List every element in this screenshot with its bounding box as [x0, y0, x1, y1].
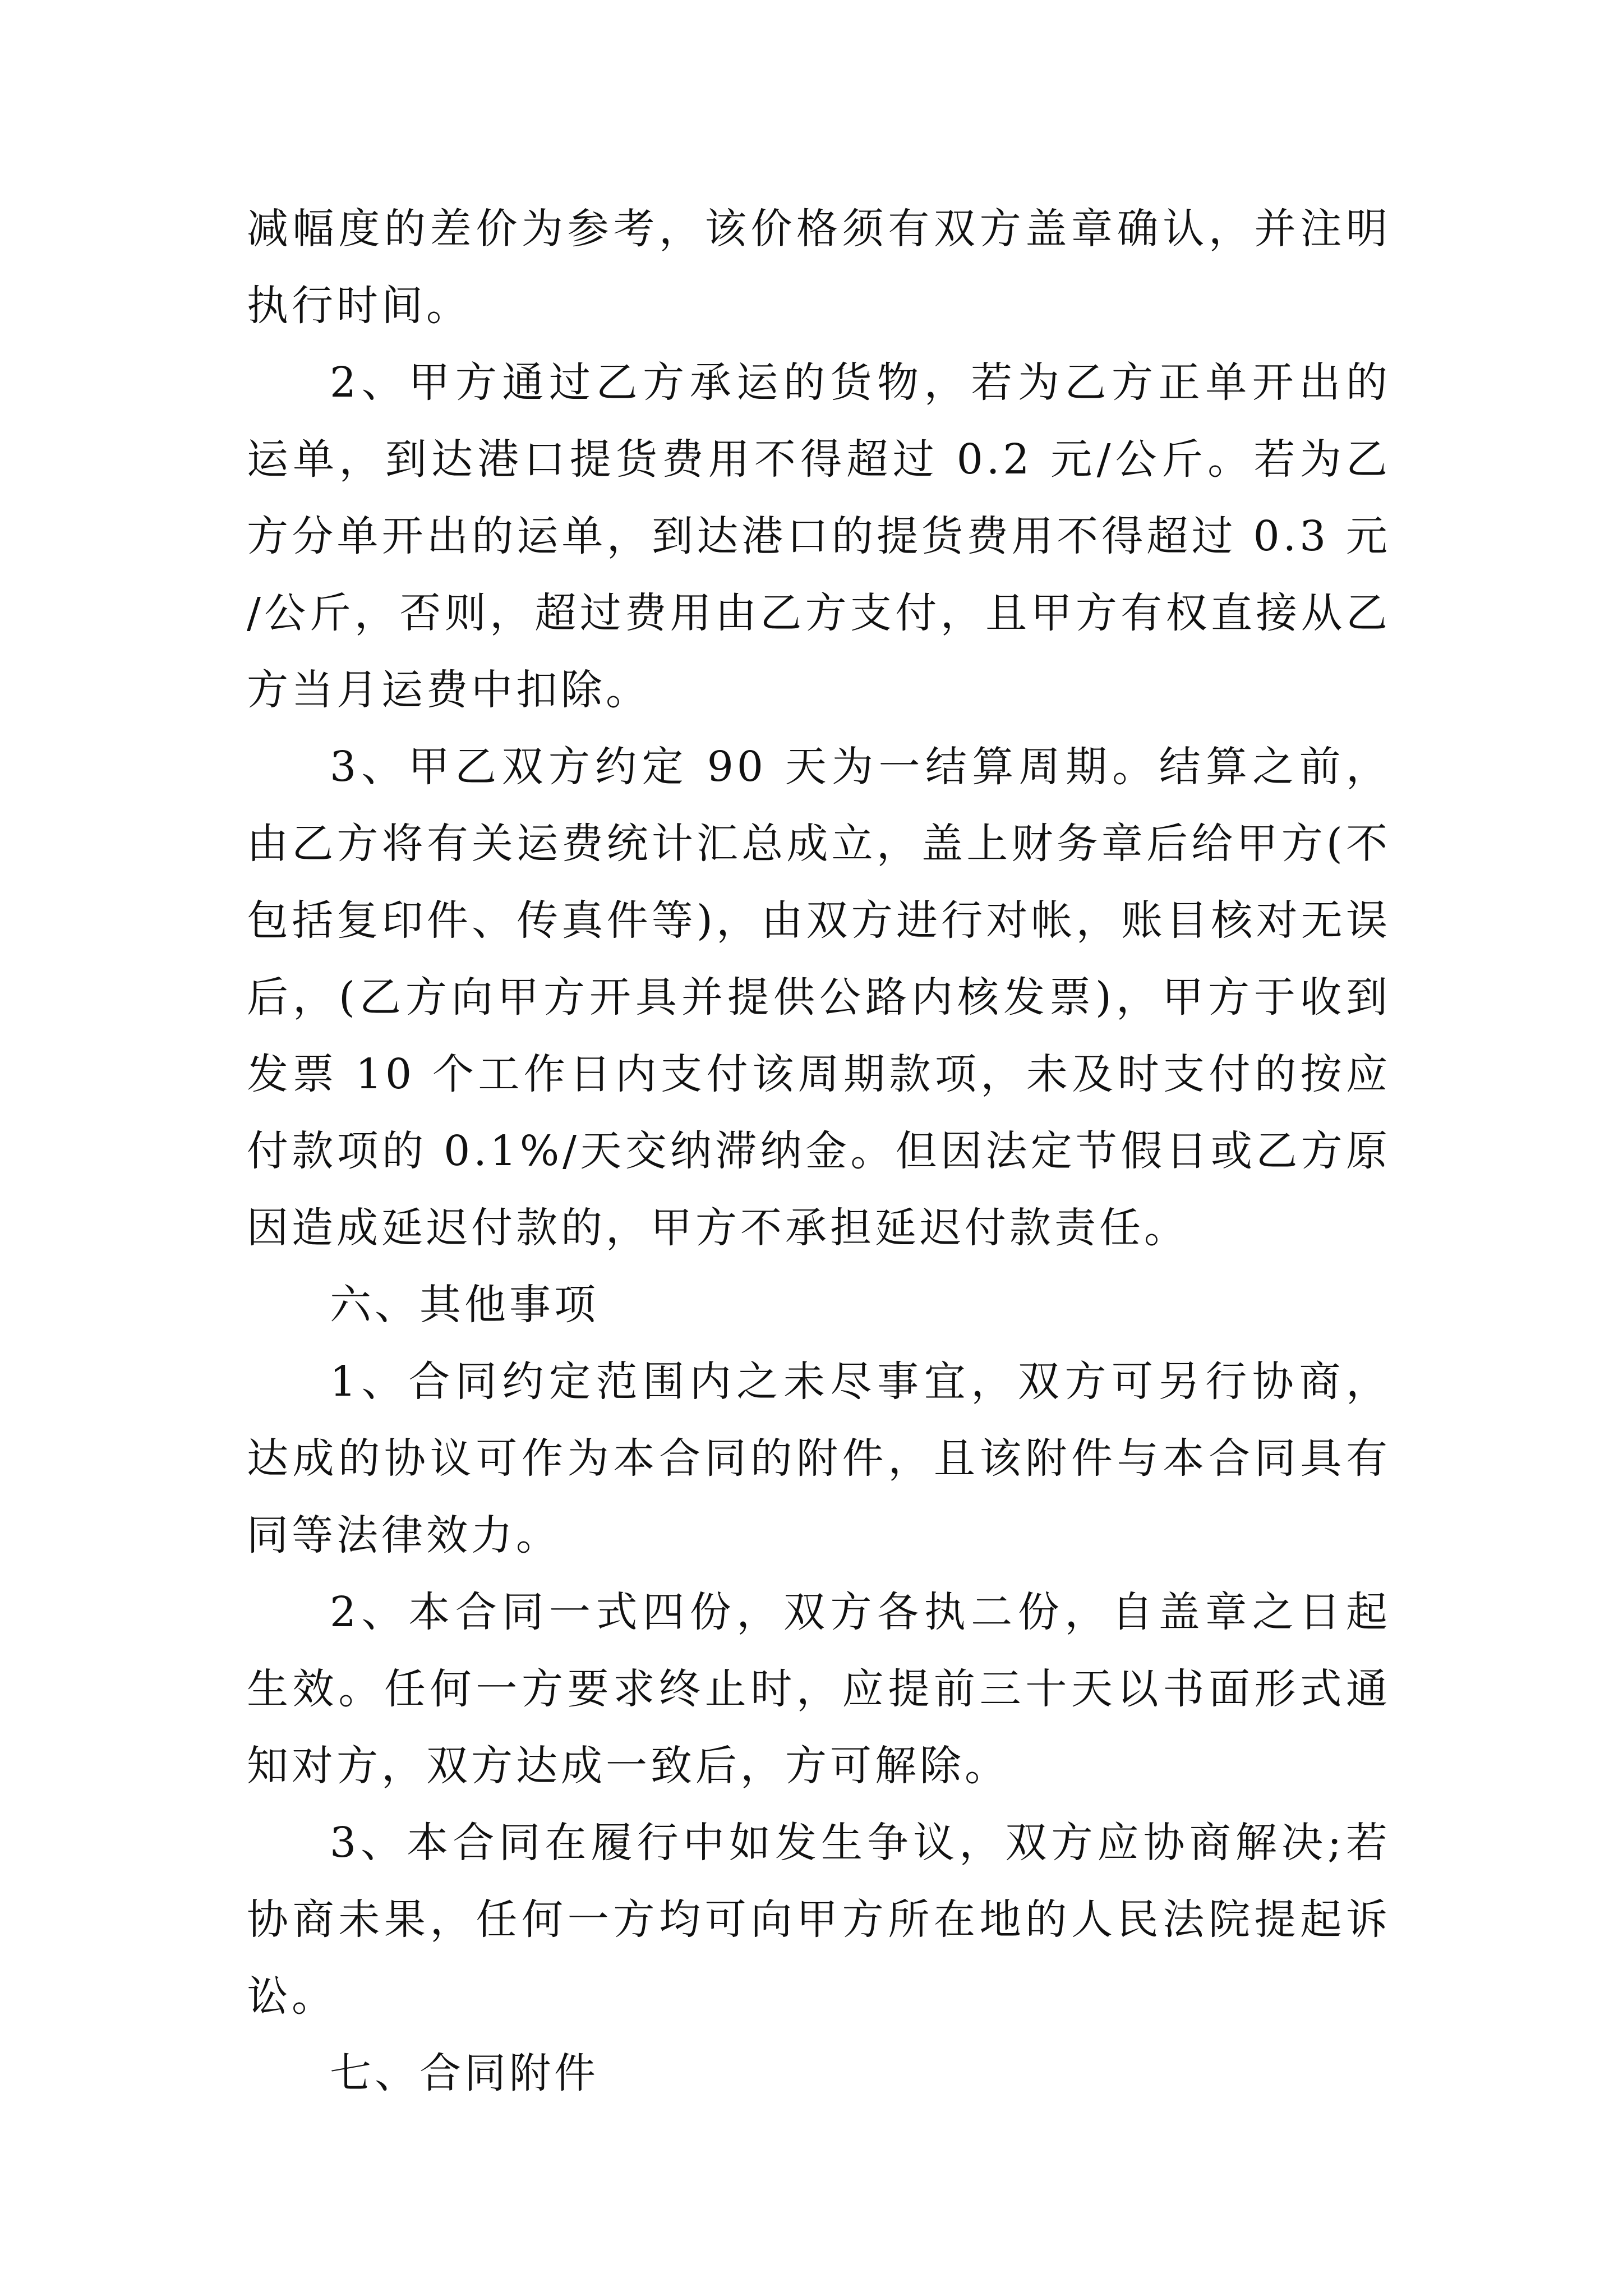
section-heading-contract-attachments: 七、合同附件	[330, 2049, 599, 2097]
paragraph-pickup-fee: 2、甲方通过乙方承运的货物，若为乙方正单开出的运单，到达港口提货费用不得超过 0.2 元/公斤。若为乙方分单开出的运单，到达港口的提货费用不得超过 0.3 元/公斤，否则，超过费用由乙方支付，且甲方有权直接从乙方当月运费中扣除。	[247, 358, 1391, 714]
document-body	[247, 191, 1391, 2112]
paragraph-settlement-cycle: 3、甲乙双方约定 90 天为一结算周期。结算之前，由乙方将有关运费统计汇总成立，盖上财务章后给甲方(不包括复印件、传真件等)，由双方进行对帐，账目核对无误后，(乙方向甲方开具并提供公路内核发票)，甲方于收到发票 10 个工作日内支付该周期款项，未及时支付的按应付款项的 0.1%/天交纳滞纳金。但因法定节假日或乙方原因造成延迟付款的，甲方不承担延迟付款责任。	[247, 743, 1391, 1252]
paragraph-copies-and-termination: 2、本合同一式四份，双方各执二份，自盖章之日起生效。任何一方要求终止时，应提前三十天以书面形式通知对方，双方达成一致后，方可解除。	[247, 1588, 1391, 1790]
paragraph-dispute-resolution: 3、本合同在履行中如发生争议，双方应协商解决;若协商未果，任何一方均可向甲方所在地的人民法院提起诉讼。	[247, 1819, 1391, 2021]
section-heading-other-matters: 六、其他事项	[330, 1281, 599, 1329]
paragraph-price-confirmation: 减幅度的差价为参考，该价格须有双方盖章确认，并注明执行时间。	[247, 205, 1391, 330]
paragraph-supplementary-agreement: 1、合同约定范围内之未尽事宜，双方可另行协商，达成的协议可作为本合同的附件，且该附件与本合同具有同等法律效力。	[247, 1358, 1391, 1559]
